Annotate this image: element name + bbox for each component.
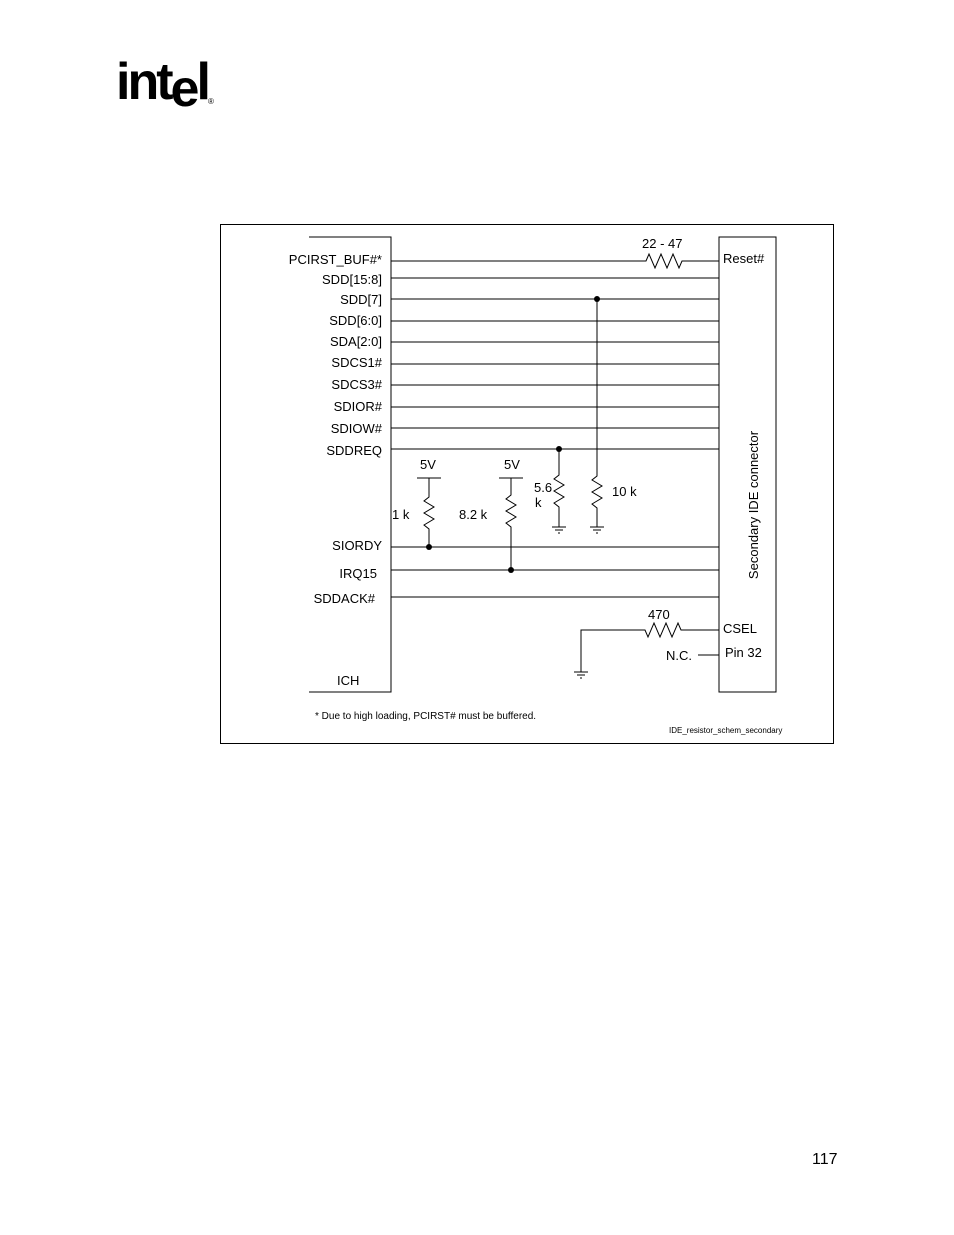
label-sddack: SDDACK# [313,591,375,606]
label-csel: CSEL [723,621,757,636]
value-reset-resistor: 22 - 47 [642,236,683,251]
resistor-1k [424,478,434,547]
junction-sddreq [556,446,562,452]
junction-sdd7 [594,296,600,302]
schematic-diagram [221,225,835,745]
label-ich: ICH [337,673,360,688]
supply-label-2: 5V [504,457,520,472]
junction-siordy [426,544,432,550]
label-connector: Secondary IDE connector [746,430,761,580]
ich-signal-labels [289,252,383,606]
value-sddreq-pulldown-2: k [535,495,542,510]
label-sda2-0: SDA[2:0] [329,334,382,349]
resistor-10k [592,299,602,527]
label-nc: N.C. [666,648,692,663]
label-pcirst: PCIRST_BUF#* [288,252,382,267]
registered-mark: ® [208,97,214,106]
signal-lines [391,254,719,678]
label-sdd7: SDD[7] [340,292,382,307]
page-number: 117 [812,1151,838,1168]
reset-series-resistor [629,254,719,268]
footnote: * Due to high loading, PCIRST# must be buffered. [315,711,537,722]
value-csel-resistor: 470 [648,607,670,622]
value-sddreq-pulldown-1: 5.6 [534,480,553,495]
schematic-figure [220,224,834,744]
label-sdcs1: SDCS1# [331,355,382,370]
value-irq15-pullup: 8.2 k [459,507,488,522]
label-reset: Reset# [723,251,765,266]
label-sdior: SDIOR# [333,399,382,414]
label-sdcs3: SDCS3# [331,377,382,392]
value-siordy-pullup: 1 k [392,507,410,522]
label-sdiow: SDIOW# [330,421,382,436]
supply-label-1: 5V [420,457,436,472]
value-sdd7-pulldown: 10 k [612,484,637,499]
figure-id: IDE_resistor_schem_secondary [669,726,783,735]
resistor-8-2k [506,478,516,570]
resistor-5-6k [554,449,564,527]
csel-resistor [581,623,719,672]
label-sdd6-0: SDD[6:0] [329,313,382,328]
label-sddreq: SDDREQ [326,443,382,458]
label-irq15: IRQ15 [339,566,377,581]
junction-irq15 [508,567,514,573]
label-sdd15-8: SDD[15:8] [322,272,382,287]
intel-logo: intel ® [116,53,214,118]
label-siordy: SIORDY [332,538,382,553]
label-pin32: Pin 32 [725,645,762,660]
